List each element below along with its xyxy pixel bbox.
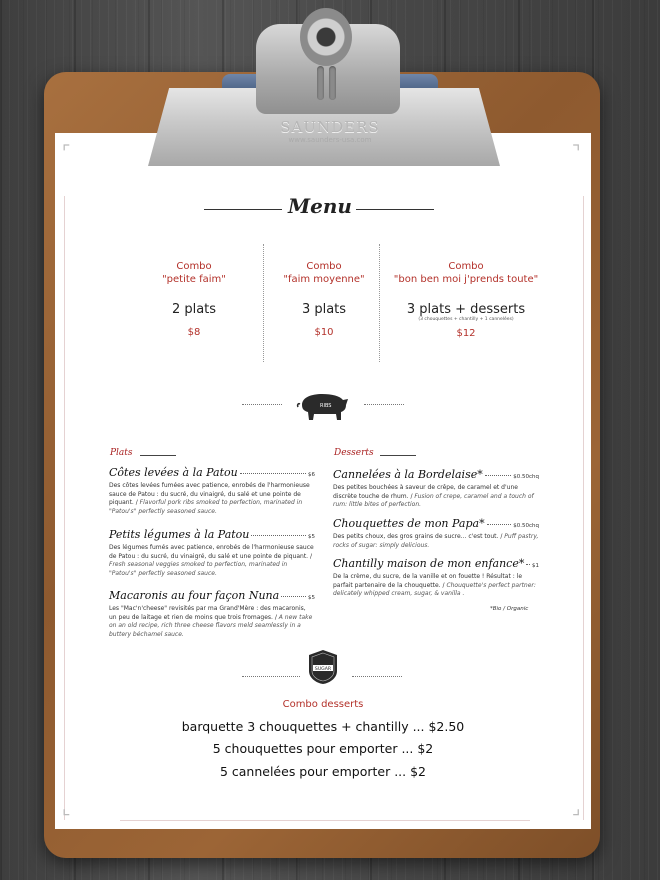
dessert-item bbox=[333, 468, 539, 510]
combo-label: Combo bbox=[176, 261, 212, 272]
item-description-en: Puff pastry, rocks of sugar: simply delicious. bbox=[333, 533, 539, 549]
plats-title: Plats bbox=[110, 448, 133, 458]
item-description-fr: Les "Mac'n'cheese" revisités par ma Grand'Mère : des macaronis, un peu de laitage et rien de moins que trois fromages. bbox=[109, 605, 306, 621]
leader-dots bbox=[240, 473, 306, 474]
combo-label: Combo bbox=[448, 261, 484, 272]
combo-name: "petite faim" bbox=[162, 274, 226, 285]
clip-slot bbox=[317, 66, 324, 100]
combo-price: $12 bbox=[456, 328, 476, 339]
combo-desserts-line: 5 cannelées pour emporter ... $2 bbox=[219, 764, 427, 779]
item-description: Des côtes levées fumées avec patience, enrobés de l'harmonieuse sauce de Patou : du sucré, du vinaigré, du salé et une pointe de piquant. / Flavorful pork ribs smoked to perfection, marinated in "Patou's" perfectly seasoned sauce. bbox=[109, 482, 310, 515]
combo-faim-moyenne bbox=[254, 260, 394, 338]
paper-frame-bottom bbox=[120, 820, 530, 821]
clip-slot bbox=[329, 66, 336, 100]
plat-item bbox=[109, 528, 315, 578]
corner-ornament-icon: ⌜ bbox=[62, 142, 71, 163]
item-description-en: Flavorful pork ribs smoked to perfection, marinated in "Patou's" perfectly seasoned sauce. bbox=[109, 499, 303, 515]
item-description-fr: Des côtes levées fumées avec patience, enrobés de l'harmonieuse sauce de Patou : du sucré, du vinaigré, du salé et une pointe de piquant. bbox=[109, 482, 310, 507]
combo-quantity: 2 plats bbox=[171, 302, 217, 317]
item-price: $0.50chq bbox=[513, 474, 539, 480]
corner-ornament-icon: ⌟ bbox=[572, 798, 581, 819]
plat-item bbox=[109, 589, 315, 639]
leader-dots bbox=[251, 535, 306, 536]
clip-url: www.saunders-usa.com bbox=[288, 136, 372, 144]
combo-price: $8 bbox=[187, 327, 201, 338]
combo-desserts-line: 5 chouquettes pour emporter ... $2 bbox=[212, 741, 434, 756]
clip-brand: SAUNDERS bbox=[280, 118, 380, 136]
leader-dots bbox=[485, 475, 512, 476]
item-description-en: Fusion of crepe, caramel and a touch of rum: little bites of perfection. bbox=[333, 492, 534, 509]
divider-line bbox=[242, 676, 300, 677]
divider-line bbox=[364, 404, 404, 405]
combo-bon-ben bbox=[386, 260, 546, 339]
desserts-title-rule bbox=[380, 455, 416, 456]
item-price: $6 bbox=[308, 472, 315, 478]
item-name: Petits légumes à la Patou bbox=[109, 528, 250, 541]
combo-desserts-line: barquette 3 chouquettes + chantilly ... $2.50 bbox=[181, 719, 465, 734]
corner-ornament-icon: ⌞ bbox=[62, 798, 71, 819]
desserts-title: Desserts bbox=[334, 448, 374, 458]
combo-name: "bon ben moi j'prends toute" bbox=[393, 274, 539, 285]
clip-ring-icon bbox=[300, 8, 352, 66]
item-price: $5 bbox=[308, 534, 315, 540]
sugar-badge-icon bbox=[306, 649, 340, 685]
item-description-fr: Des légumes fumés avec patience, enrobés de l'harmonieuse sauce de Patou : du sucré, du vinaigré, du salé et une pointe de piquant. bbox=[109, 544, 314, 560]
item-price: $5 bbox=[308, 595, 315, 601]
item-description: De la crème, du sucre, de la vanille et on fouette ! Résultat : le parfait partenaire de la chouquette. / Chouquette's perfect partner: delicately whipped cream, sugar, & vanilla . bbox=[333, 573, 536, 598]
menu-title: Menu bbox=[288, 194, 352, 218]
combo-name: "faim moyenne" bbox=[283, 274, 365, 285]
combo-note: (3 chouquettes + chantilly + 1 cannelées) bbox=[418, 317, 514, 322]
item-name: Chouquettes de mon Papa* bbox=[333, 517, 485, 530]
item-name: Cannelées à la Bordelaise* bbox=[333, 468, 483, 481]
item-description-en: Fresh seasonal veggies smoked to perfection, marinated in "Patou's" perfectly seasoned sauce. bbox=[109, 561, 288, 577]
corner-ornament-icon: ⌝ bbox=[572, 142, 581, 163]
sugar-badge-text: SUGAR bbox=[314, 667, 332, 672]
combo-label: Combo bbox=[306, 261, 342, 272]
plat-item bbox=[109, 466, 315, 516]
plats-title-rule bbox=[140, 455, 176, 456]
item-description-fr: De la crème, du sucre, de la vanille et on fouette ! Résultat : le parfait partenaire de la chouquette. bbox=[333, 573, 523, 589]
divider-line bbox=[352, 676, 402, 677]
item-description-en: A new take on an old recipe, rich three cheese flavors meld seamlessly in a buttery béchamel sauce. bbox=[109, 613, 313, 638]
combo-quantity: 3 plats bbox=[301, 302, 347, 317]
item-description-fr: Des petits choux, des gros grains de sucre... c'est tout. bbox=[333, 533, 499, 540]
item-price: $1 bbox=[532, 563, 539, 569]
item-description: Des petites bouchées à saveur de crêpe, de caramel et d'une discrète touche de rhum. / Fusion of crepe, caramel and a touch of rum: little bites of perfection. bbox=[333, 484, 534, 509]
item-name: Côtes levées à la Patou bbox=[109, 466, 238, 479]
item-description: Des légumes fumés avec patience, enrobés de l'harmonieuse sauce de Patou : du sucré, du vinaigré, du salé et une pointe de piquant. / Fresh seasonal veggies smoked to perfection, marinated in "Patou's" perfectly seasoned sauce. bbox=[109, 544, 314, 577]
item-price: $0.50chq bbox=[513, 523, 539, 529]
combo-divider bbox=[379, 244, 380, 362]
organic-footnote: *Bio / Organic bbox=[490, 606, 529, 612]
combo-petite-faim bbox=[124, 260, 264, 338]
divider-line bbox=[242, 404, 282, 405]
combo-quantity: 3 plats + desserts bbox=[406, 302, 526, 317]
item-description-fr: Des petites bouchées à saveur de crêpe, de caramel et d'une discrète touche de rhum. bbox=[333, 484, 518, 500]
dessert-item bbox=[333, 517, 539, 550]
combo-price: $10 bbox=[314, 327, 334, 338]
pig-icon bbox=[296, 390, 350, 424]
leader-dots bbox=[526, 564, 530, 565]
combo-desserts-title: Combo desserts bbox=[282, 699, 364, 710]
title-rule-right bbox=[356, 209, 434, 210]
item-name: Chantilly maison de mon enfance* bbox=[333, 557, 525, 570]
item-description: Des petits choux, des gros grains de sucre... c'est tout. / Puff pastry, rocks of sugar: simply delicious. bbox=[333, 533, 539, 549]
pig-badge-text: RIBS bbox=[320, 403, 332, 409]
leader-dots bbox=[487, 524, 512, 525]
dessert-item bbox=[333, 557, 539, 599]
item-description-en: Chouquette's perfect partner: delicately whipped cream, sugar, & vanilla . bbox=[333, 581, 536, 598]
item-name: Macaronis au four façon Nuna bbox=[109, 589, 280, 602]
item-description: Les "Mac'n'cheese" revisités par ma Grand'Mère : des macaronis, un peu de laitage et rien de moins que trois fromages. / A new take on an old recipe, rich three cheese flavors meld seamlessly in a buttery béchamel sauce. bbox=[109, 605, 313, 638]
leader-dots bbox=[281, 596, 306, 597]
